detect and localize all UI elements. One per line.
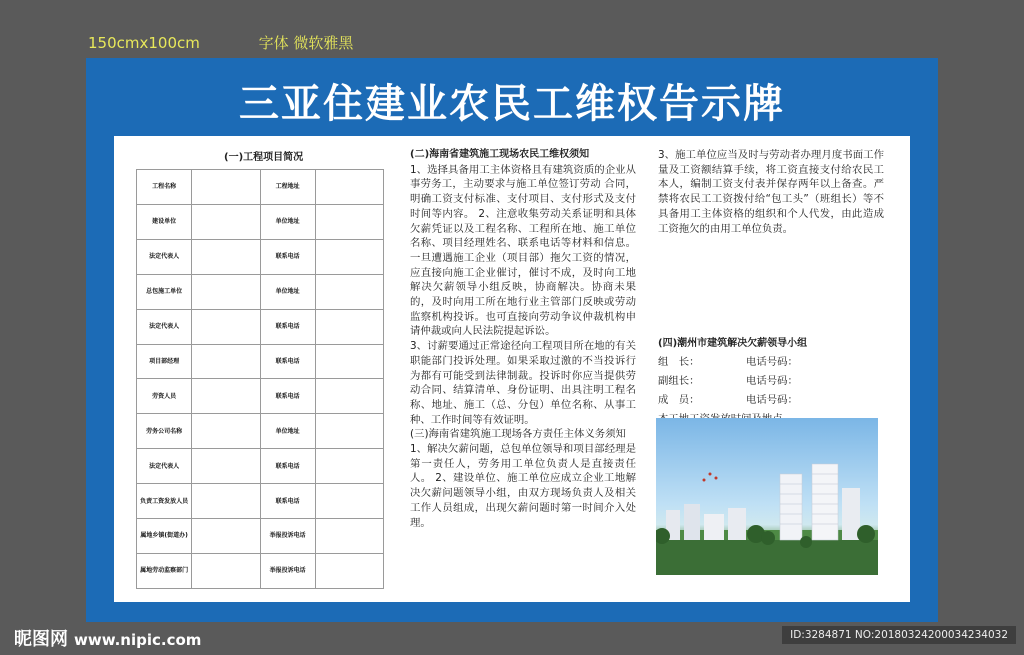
watermark-url: www.nipic.com <box>74 631 202 649</box>
watermark-logo <box>14 625 201 651</box>
table-row <box>137 449 384 484</box>
field-label: 单位地址 <box>260 204 315 239</box>
column-middle <box>410 148 636 530</box>
leader-role: 组 长： <box>658 356 700 368</box>
field-label: 单位地址 <box>260 414 315 449</box>
table-row <box>137 170 384 205</box>
board-title: 三亚住建业农民工维权告示牌 <box>239 81 785 127</box>
notice-board <box>86 58 938 622</box>
field-label: 负责工资发放人员 <box>137 484 192 519</box>
font-note: 字体 微软雅黑 <box>258 34 354 52</box>
field-label: 联系电话 <box>260 484 315 519</box>
section2-paragraph-2: 3、讨薪要通过正常途径向工程项目所在地的有关职能部门投诉处理。如果采取过激的不当投诉行为都有可能受到法律制裁。投诉时你应当提供劳动合同、结算清单、身份证明、出具注明工程名称、地址、施工（总、分包）单位名称、从事工种、工作时间等有效证明。 <box>410 340 636 426</box>
field-value <box>315 414 383 449</box>
field-value <box>315 274 383 309</box>
field-value <box>192 379 260 414</box>
leader-row-deputy <box>658 372 888 391</box>
field-label: 建设单位 <box>137 204 192 239</box>
field-value <box>192 204 260 239</box>
table-row <box>137 309 384 344</box>
content-panel <box>114 136 910 602</box>
field-label: 工程名称 <box>137 170 192 205</box>
field-label: 法定代表人 <box>137 239 192 274</box>
table-row <box>137 484 384 519</box>
field-label: 法定代表人 <box>137 309 192 344</box>
section3-paragraph-2: 3、施工单位应当及时与劳动者办理月度书面工作量及工资额结算手续，将工资直接支付给农民工本人，编制工资支付表并保存两年以上备查。严禁将农民工工资拨付给“包工头”（班组长）等不具备用工主体资格的组织和个人代发，由此造成工资拖欠的由用工单位负责。 <box>658 149 884 235</box>
field-value <box>315 484 383 519</box>
field-value <box>192 239 260 274</box>
field-value <box>315 553 383 588</box>
table-row <box>137 553 384 588</box>
field-value <box>192 309 260 344</box>
field-value <box>315 519 383 554</box>
field-value <box>192 553 260 588</box>
leader-row-member <box>658 391 888 410</box>
size-note-bar <box>88 32 353 53</box>
building-illustration <box>656 418 878 575</box>
leader-phone: 电话号码： <box>746 394 798 406</box>
field-label: 属地乡镇(街道办) <box>137 519 192 554</box>
size-note: 150cmx100cm <box>88 34 200 52</box>
table-row <box>137 274 384 309</box>
field-value <box>192 484 260 519</box>
field-value <box>192 274 260 309</box>
section2-paragraph-1: 1、选择具备用工主体资格且有建筑资质的企业从事劳务工，主动要求与施工单位签订劳动 合同，明确工资支付标准、支付项目、支付形式及支付时间等内容。 2、注意收集劳动关系证明和具体欠薪凭证以及工程名称、工程所在地、施工单位名称、项目经理姓名、联系电话等材料和信息。一旦遭遇施工企业（项目部）拖欠工资的情况，应直接向施工企业催讨，催讨不成，及时向工地解决欠薪领导小组反映，协商解决。协商未果的，及时向用工所在地行业主管部门反映或劳动监察机构投诉。也可直接向劳动争议仲裁机构申请仲裁或向人民法院提起诉讼。 <box>410 163 636 338</box>
field-label: 举报投诉电话 <box>260 553 315 588</box>
leader-phone: 电话号码： <box>746 375 798 387</box>
field-label: 项目部经理 <box>137 344 192 379</box>
section4-title: (四)潮州市建筑解决欠薪领导小组 <box>658 338 808 349</box>
table-row <box>137 414 384 449</box>
field-label: 工程地址 <box>260 170 315 205</box>
table-row <box>137 239 384 274</box>
field-value <box>315 239 383 274</box>
field-value <box>192 170 260 205</box>
field-value <box>192 449 260 484</box>
watermark-id: ID:3284871 NO:20180324200034234032 <box>782 626 1016 644</box>
section3-title: (三)海南省建筑施工现场各方责任主体义务须知 <box>410 428 626 441</box>
field-label: 法定代表人 <box>137 449 192 484</box>
table-row <box>137 344 384 379</box>
leader-phone: 电话号码： <box>746 356 798 368</box>
field-value <box>315 309 383 344</box>
section3-paragraph-1: 1、解决欠薪问题，总包单位领导和项目部经理是第一责任人，劳务用工单位负责人是直接责任人。 2、建设单位、施工单位应成立企业工地解决欠薪问题领导小组，由双方现场负责人及相关工作人员组成，出现欠薪问题时第一时间介入处理。 <box>410 443 636 529</box>
field-value <box>315 344 383 379</box>
section1-title: (一)工程项目简况 <box>224 152 304 163</box>
table-row <box>137 204 384 239</box>
field-label: 联系电话 <box>260 449 315 484</box>
field-label: 联系电话 <box>260 344 315 379</box>
field-value <box>315 449 383 484</box>
field-value <box>192 344 260 379</box>
table-row <box>137 519 384 554</box>
project-table <box>136 169 384 589</box>
field-value <box>192 414 260 449</box>
field-label: 劳资人员 <box>137 379 192 414</box>
table-row <box>137 379 384 414</box>
field-label: 劳务公司名称 <box>137 414 192 449</box>
field-value <box>192 519 260 554</box>
field-label: 举报投诉电话 <box>260 519 315 554</box>
leader-row-leader <box>658 353 888 372</box>
field-label: 联系电话 <box>260 239 315 274</box>
watermark-site: 昵图网 <box>14 629 68 650</box>
field-label: 联系电话 <box>260 379 315 414</box>
field-value <box>315 379 383 414</box>
field-label: 总包施工单位 <box>137 274 192 309</box>
field-label: 属地劳动监察部门 <box>137 553 192 588</box>
field-value <box>315 204 383 239</box>
building-photo <box>656 418 878 575</box>
section2-title: (二)海南省建筑施工现场农民工维权须知 <box>410 149 590 160</box>
field-label: 单位地址 <box>260 274 315 309</box>
column-right <box>658 148 884 236</box>
leader-role: 副组长： <box>658 375 700 387</box>
field-label: 联系电话 <box>260 309 315 344</box>
leader-role: 成 员： <box>658 394 700 406</box>
field-value <box>315 170 383 205</box>
